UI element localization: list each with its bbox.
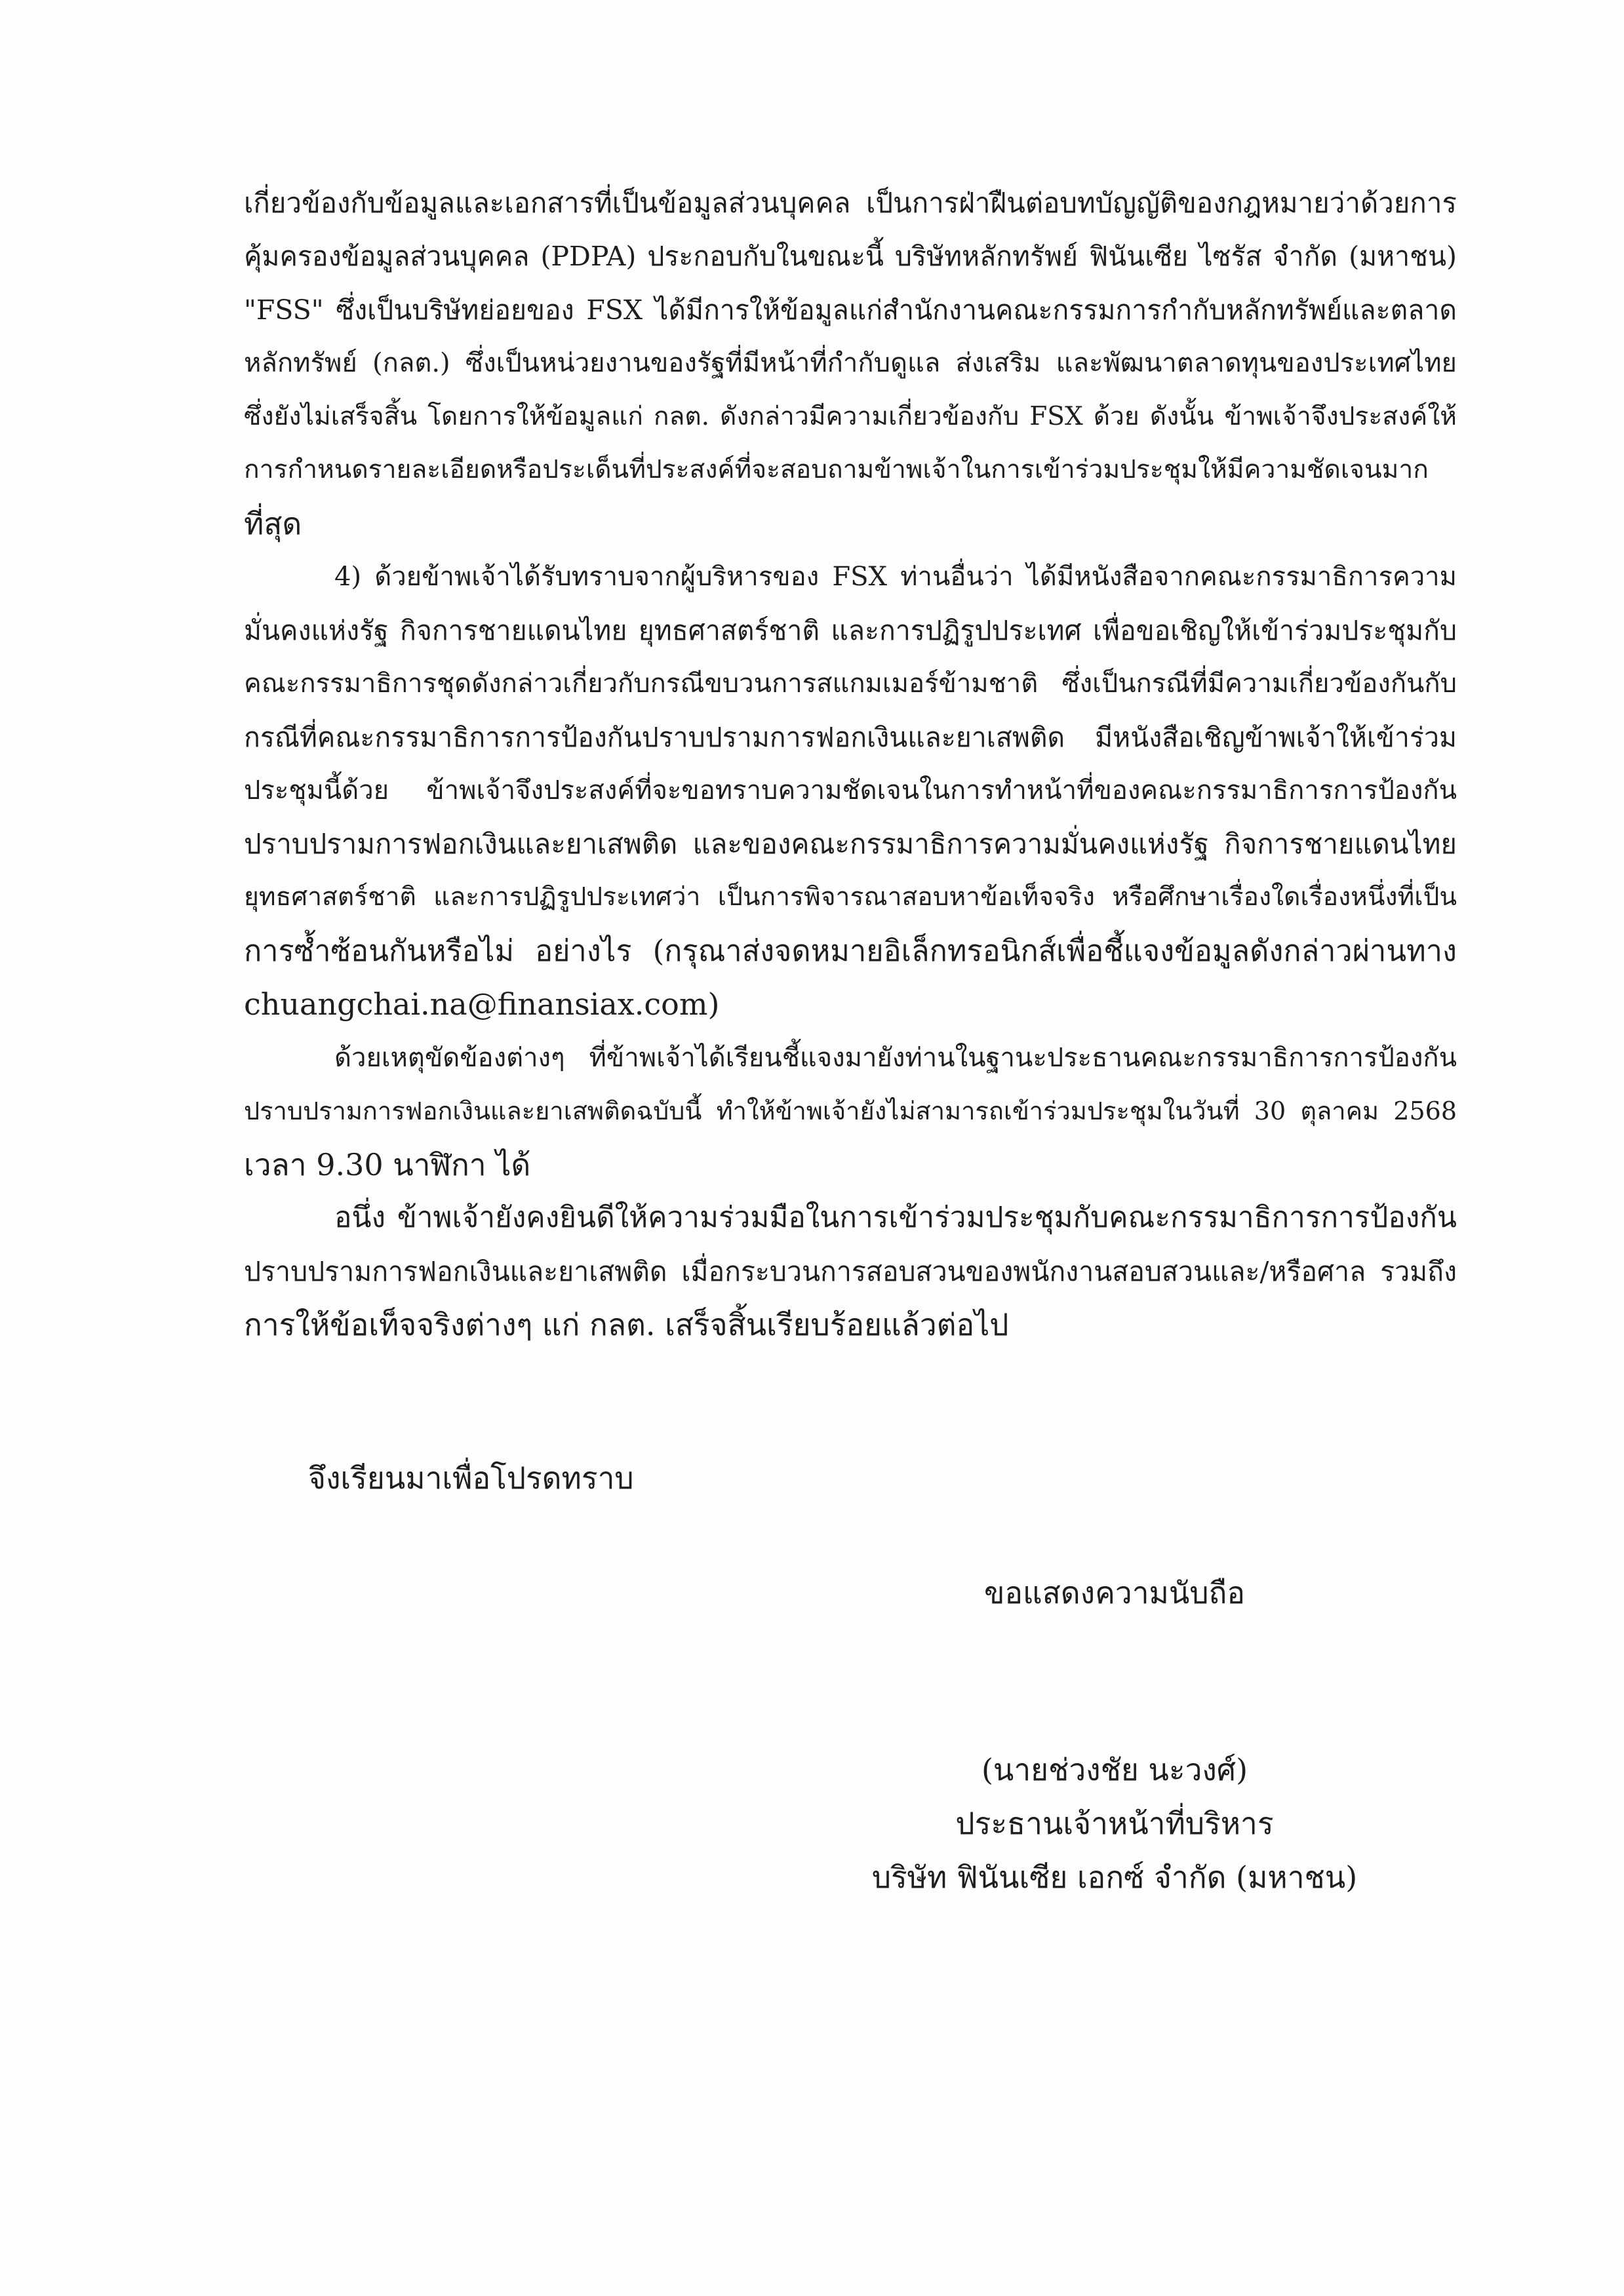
body-line: ด้วยเหตุขัดข้องต่างๆ ที่ข้าพเจ้าได้เรียนชี้แจงมายังท่านในฐานะประธานคณะกรรมาธิการการป้องกัน: [334, 1043, 1457, 1073]
signature-title: ประธานเจ้าหน้าที่บริหาร: [955, 1806, 1274, 1841]
body-line: คุ้มครองข้อมูลส่วนบุคคล (PDPA) ประกอบกับในขณะนี้ บริษัทหลักทรัพย์ ฟินันเซีย ไซรัส จำกัด (มหาชน): [244, 241, 1457, 272]
body-line: ประชุมนี้ด้วย ข้าพเจ้าจึงประสงค์ที่จะขอทราบความชัดเจนในการทำหน้าที่ของคณะกรรมาธิการการป้องกัน: [244, 775, 1457, 806]
signature-regards: ขอแสดงความนับถือ: [983, 1575, 1245, 1610]
closing-line: จึงเรียนมาเพื่อโปรดทราบ: [308, 1460, 634, 1496]
body-line: ปราบปรามการฟอกเงินและยาเสพติด เมื่อกระบวนการสอบสวนของพนักงานสอบสวนและ/หรือศาล รวมถึง: [244, 1256, 1457, 1287]
body-line: 4) ด้วยข้าพเจ้าได้รับทราบจากผู้บริหารของ FSX ท่านอื่นว่า ได้มีหนังสือจากคณะกรรมาธิการความ: [334, 562, 1457, 592]
body-line: กรณีที่คณะกรรมาธิการการป้องกันปราบปรามการฟอกเงินและยาเสพติด มีหนังสือเชิญข้าพเจ้าให้เข้าร่วม: [244, 722, 1457, 753]
body-line: ที่สุด: [244, 506, 302, 541]
body-line: เวลา 9.30 นาฬิกา ได้: [244, 1147, 531, 1182]
body-line: การกำหนดรายละเอียดหรือประเด็นที่ประสงค์ที่จะสอบถามข้าพเจ้าในการเข้าร่วมประชุมให้มีความชัดเจนมาก: [244, 455, 1429, 484]
body-line: มั่นคงแห่งรัฐ กิจการชายแดนไทย ยุทธศาสตร์ชาติ และการปฏิรูปประเทศ เพื่อขอเชิญให้เข้าร่วมประชุมกับ: [244, 615, 1457, 646]
body-line: ปราบปรามการฟอกเงินและยาเสพติด และของคณะกรรมาธิการความมั่นคงแห่งรัฐ กิจการชายแดนไทย: [244, 828, 1457, 860]
body-line: หลักทรัพย์ (กลต.) ซึ่งเป็นหน่วยงานของรัฐที่มีหน้าที่กำกับดูแล ส่งเสริม และพัฒนาตลาดทุนของประเทศไทย: [244, 348, 1457, 378]
body-line: ยุทธศาสตร์ชาติ และการปฏิรูปประเทศว่า เป็นการพิจารณาสอบหาข้อเท็จจริง หรือศึกษาเรื่องใดเรื่องหนึ่งที่เป็น: [244, 882, 1457, 912]
body-line: คณะกรรมาธิการชุดดังกล่าวเกี่ยวกับกรณีขบวนการสแกมเมอร์ข้ามชาติ ซึ่งเป็นกรณีที่มีความเกี่ยวข้องกันกับ: [244, 669, 1457, 699]
body-line: "FSS" ซึ่งเป็นบริษัทย่อยของ FSX ได้มีการให้ข้อมูลแก่สำนักงานคณะกรรมการกำกับหลักทรัพย์และตลาด: [244, 294, 1457, 326]
body-line: การซ้ำซ้อนกันหรือไม่ อย่างไร (กรุณาส่งจดหมายอิเล็กทรอนิกส์เพื่อชี้แจงข้อมูลดังกล่าวผ่านทาง: [244, 933, 1457, 968]
body-line: เกี่ยวข้องกับข้อมูลและเอกสารที่เป็นข้อมูลส่วนบุคคล เป็นการฝ่าฝืนต่อบทบัญญัติของกฎหมายว่าด้วยการ: [244, 187, 1457, 219]
body-line: ปราบปรามการฟอกเงินและยาเสพติดฉบับนี้ ทำให้ข้าพเจ้ายังไม่สามารถเข้าร่วมประชุมในวันที่ 30 ตุลาคม 2568: [244, 1097, 1457, 1125]
signature-name: (นายช่วงชัย นะวงศ์): [981, 1752, 1248, 1787]
body-line: การให้ข้อเท็จจริงต่างๆ แก่ กลต. เสร็จสิ้นเรียบร้อยแล้วต่อไป: [244, 1307, 1009, 1342]
body-line: อนึ่ง ข้าพเจ้ายังคงยินดีให้ความร่วมมือในการเข้าร่วมประชุมกับคณะกรรมาธิการการป้องกัน: [334, 1201, 1457, 1234]
signature-company: บริษัท ฟินันเซีย เอกซ์ จำกัด (มหาชน): [871, 1859, 1358, 1895]
email-address: chuangchai.na@finansiax.com): [244, 986, 720, 1022]
body-line: ซึ่งยังไม่เสร็จสิ้น โดยการให้ข้อมูลแก่ กลต. ดังกล่าวมีความเกี่ยวข้องกับ FSX ด้วย ดังนั้น ข้าพเจ้าจึงประสงค์ให้: [244, 402, 1457, 431]
